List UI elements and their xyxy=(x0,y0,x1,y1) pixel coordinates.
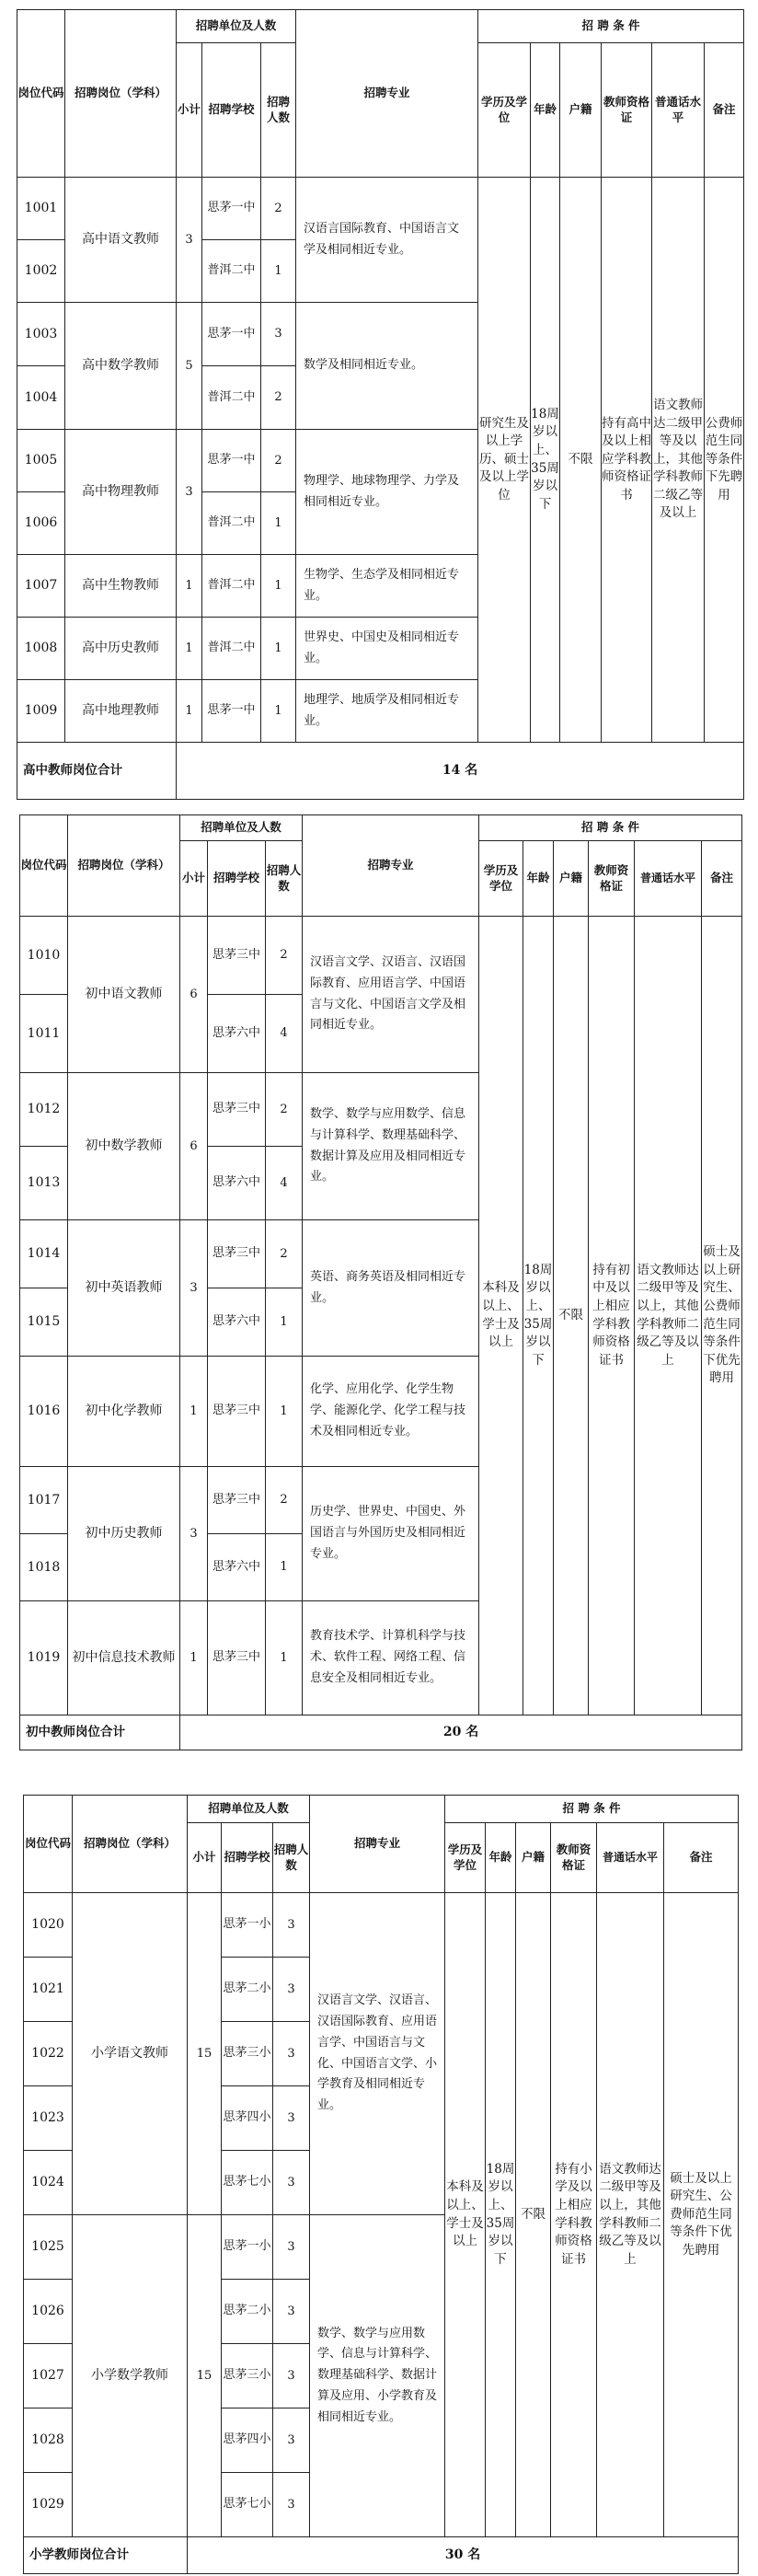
school-name: 思茅三中 xyxy=(208,917,266,995)
primary-school-table xyxy=(23,1795,739,2574)
position-code: 1002 xyxy=(17,240,65,303)
education-requirement: 研究生及以上学历、硕士及以上学位 xyxy=(478,178,531,743)
header-count: 招聘人数 xyxy=(266,841,303,917)
position-code: 1009 xyxy=(17,680,65,743)
position-code: 1012 xyxy=(20,1073,68,1147)
hire-count: 4 xyxy=(266,1147,303,1220)
header-education: 学历及学位 xyxy=(479,841,523,917)
hire-count: 1 xyxy=(266,1534,303,1601)
hire-count: 1 xyxy=(261,680,296,743)
position-subtotal: 1 xyxy=(180,1601,208,1715)
header-cert: 教师资格证 xyxy=(602,43,652,178)
position-code: 1022 xyxy=(24,2022,73,2086)
total-value: 20 名 xyxy=(180,1715,742,1750)
header-hukou: 户籍 xyxy=(516,1823,551,1893)
school-name: 思茅六中 xyxy=(208,1288,266,1357)
position-name: 高中地理教师 xyxy=(65,680,177,743)
position-name: 初中英语教师 xyxy=(68,1220,180,1357)
position-code: 1027 xyxy=(24,2344,73,2409)
hire-count: 2 xyxy=(261,366,296,430)
position-name: 初中历史教师 xyxy=(68,1467,180,1601)
position-code: 1019 xyxy=(20,1601,68,1715)
middle-school-table xyxy=(19,814,742,1750)
header-remark: 备注 xyxy=(705,43,744,178)
major-requirement: 汉语言文学、汉语言、汉语国际教育、应用语言学、中国语言与文化、中国语言文学及相同相近专业。 xyxy=(303,917,479,1073)
header-count: 招聘人数 xyxy=(261,43,296,178)
hire-count: 1 xyxy=(261,555,296,618)
hire-count: 3 xyxy=(273,2473,310,2537)
school-name: 思茅一小 xyxy=(222,1893,273,1958)
school-name: 思茅六中 xyxy=(208,1534,266,1601)
position-code: 1025 xyxy=(24,2215,73,2280)
school-name: 思茅三中 xyxy=(208,1357,266,1467)
certificate-requirement: 持有初中及以上相应学科教师资格证书 xyxy=(589,917,635,1715)
header-cert: 教师资格证 xyxy=(551,1823,597,1893)
hire-count: 3 xyxy=(273,1893,310,1958)
header-code: 岗位代码 xyxy=(20,815,68,917)
high-school-table xyxy=(17,9,744,800)
major-requirement: 数学、数学与应用数学、信息与计算科学、数理基础科学、数据计算及应用及相同相近专业。 xyxy=(303,1073,479,1220)
position-code: 1021 xyxy=(24,1958,73,2022)
major-requirement: 历史学、世界史、中国史、外国语言与外国历史及相同相近专业。 xyxy=(303,1467,479,1601)
header-remark: 备注 xyxy=(664,1823,739,1893)
header-education: 学历及学位 xyxy=(478,43,531,178)
header-code: 岗位代码 xyxy=(24,1796,73,1893)
position-subtotal: 1 xyxy=(177,680,202,743)
major-requirement: 数学及相同相近专业。 xyxy=(296,303,478,430)
hire-count: 2 xyxy=(261,430,296,492)
position-code: 1006 xyxy=(17,492,65,555)
header-conditions-group: 招 聘 条 件 xyxy=(478,10,744,43)
hire-count: 3 xyxy=(273,2151,310,2215)
position-subtotal: 6 xyxy=(180,1073,208,1220)
header-mandarin: 普通话水平 xyxy=(597,1823,664,1893)
header-remark: 备注 xyxy=(702,841,742,917)
header-cert: 教师资格证 xyxy=(589,841,635,917)
position-subtotal: 1 xyxy=(177,618,202,680)
remark: 公费师范生同等条件下先聘用 xyxy=(705,178,744,743)
hukou-requirement: 不限 xyxy=(516,1893,551,2537)
hire-count: 3 xyxy=(273,2215,310,2280)
school-name: 普洱二中 xyxy=(202,366,261,430)
major-requirement: 物理学、地球物理学、力学及相同相近专业。 xyxy=(296,430,478,555)
position-code: 1014 xyxy=(20,1220,68,1288)
age-requirement: 18周岁以上、35周岁以下 xyxy=(531,178,560,743)
school-name: 普洱二中 xyxy=(202,555,261,618)
position-code: 1007 xyxy=(17,555,65,618)
position-name: 高中物理教师 xyxy=(65,430,177,555)
school-name: 思茅一中 xyxy=(202,178,261,240)
header-conditions-group: 招 聘 条 件 xyxy=(445,1796,739,1823)
position-subtotal: 3 xyxy=(180,1220,208,1357)
major-requirement: 化学、应用化学、化学生物学、能源化学、化学工程与技术及相同相近专业。 xyxy=(303,1357,479,1467)
header-conditions-group: 招 聘 条 件 xyxy=(479,815,742,841)
position-name: 初中化学教师 xyxy=(68,1357,180,1467)
header-school: 招聘学校 xyxy=(202,43,261,178)
hire-count: 1 xyxy=(261,240,296,303)
position-subtotal: 1 xyxy=(180,1357,208,1467)
education-requirement: 本科及以上、学士及以上 xyxy=(479,917,523,1715)
school-name: 普洱二中 xyxy=(202,618,261,680)
hire-count: 3 xyxy=(273,2022,310,2086)
position-name: 初中信息技术教师 xyxy=(68,1601,180,1715)
hire-count: 3 xyxy=(273,2280,310,2344)
school-name: 思茅四小 xyxy=(222,2409,273,2473)
header-school: 招聘学校 xyxy=(208,841,266,917)
total-label: 高中教师岗位合计 xyxy=(17,743,177,800)
header-position: 招聘岗位（学科） xyxy=(68,815,180,917)
hire-count: 4 xyxy=(266,995,303,1073)
hire-count: 3 xyxy=(273,2344,310,2409)
school-name: 思茅二小 xyxy=(222,1958,273,2022)
header-school: 招聘学校 xyxy=(222,1823,273,1893)
hire-count: 3 xyxy=(273,2086,310,2151)
hire-count: 1 xyxy=(266,1288,303,1357)
education-requirement: 本科及以上、学士及以上 xyxy=(445,1893,486,2537)
age-requirement: 18周岁以上、35周岁以下 xyxy=(523,917,554,1715)
total-label: 初中教师岗位合计 xyxy=(20,1715,180,1750)
position-subtotal: 3 xyxy=(177,178,202,303)
remark: 硕士及以上研究生、公费师范生同等条件下优先聘用 xyxy=(702,917,742,1715)
header-position: 招聘岗位（学科） xyxy=(73,1796,188,1893)
position-name: 初中语文教师 xyxy=(68,917,180,1073)
position-subtotal: 6 xyxy=(180,917,208,1073)
position-name: 高中历史教师 xyxy=(65,618,177,680)
major-requirement: 生物学、生态学及相同相近专业。 xyxy=(296,555,478,618)
header-position: 招聘岗位（学科） xyxy=(65,10,177,178)
position-name: 高中语文教师 xyxy=(65,178,177,303)
header-major: 招聘专业 xyxy=(310,1796,445,1893)
total-value: 14 名 xyxy=(177,743,744,800)
header-hukou: 户籍 xyxy=(560,43,602,178)
school-name: 思茅一中 xyxy=(202,303,261,366)
school-name: 思茅七小 xyxy=(222,2473,273,2537)
school-name: 思茅六中 xyxy=(208,995,266,1073)
school-name: 思茅三中 xyxy=(208,1073,266,1147)
header-major: 招聘专业 xyxy=(303,815,479,917)
position-subtotal: 15 xyxy=(188,1893,222,2215)
major-requirement: 汉语言国际教育、中国语言文学及相同相近专业。 xyxy=(296,178,478,303)
position-subtotal: 3 xyxy=(180,1467,208,1601)
major-requirement: 汉语言文学、汉语言、汉语国际教育、应用语言学、中国语言与文化、中国语言文学、小学教育及相同相近专业。 xyxy=(310,1893,445,2215)
hire-count: 2 xyxy=(261,178,296,240)
mandarin-requirement: 语文教师达二级甲等及以上，其他学科教师二级乙等及以上 xyxy=(652,178,705,743)
school-name: 思茅三中 xyxy=(208,1467,266,1534)
position-subtotal: 1 xyxy=(177,555,202,618)
position-code: 1024 xyxy=(24,2151,73,2215)
hire-count: 3 xyxy=(273,1958,310,2022)
header-major: 招聘专业 xyxy=(296,10,478,178)
mandarin-requirement: 语文教师达二级甲等及以上，其他学科教师二级乙等及以上 xyxy=(635,917,702,1715)
major-requirement: 数学、数学与应用数学、信息与计算科学、数理基础科学、数据计算及应用、小学教育及相同相近专业。 xyxy=(310,2215,445,2537)
header-mandarin: 普通话水平 xyxy=(652,43,705,178)
position-name: 高中生物教师 xyxy=(65,555,177,618)
school-name: 思茅三小 xyxy=(222,2022,273,2086)
school-name: 思茅一中 xyxy=(202,430,261,492)
position-name: 小学数学教师 xyxy=(73,2215,188,2537)
header-units-group: 招聘单位及人数 xyxy=(188,1796,310,1823)
hire-count: 3 xyxy=(261,303,296,366)
school-name: 思茅一小 xyxy=(222,2215,273,2280)
mandarin-requirement: 语文教师达二级甲等及以上，其他学科教师二级乙等及以上 xyxy=(597,1893,664,2537)
position-code: 1011 xyxy=(20,995,68,1073)
header-age: 年龄 xyxy=(531,43,560,178)
hire-count: 2 xyxy=(266,1467,303,1534)
certificate-requirement: 持有高中及以上相应学科教师资格证书 xyxy=(602,178,652,743)
position-name: 初中数学教师 xyxy=(68,1073,180,1220)
hire-count: 1 xyxy=(261,492,296,555)
header-code: 岗位代码 xyxy=(17,10,65,178)
hukou-requirement: 不限 xyxy=(554,917,589,1715)
major-requirement: 地理学、地质学及相同相近专业。 xyxy=(296,680,478,743)
position-code: 1004 xyxy=(17,366,65,430)
position-code: 1016 xyxy=(20,1357,68,1467)
school-name: 普洱二中 xyxy=(202,240,261,303)
position-subtotal: 5 xyxy=(177,303,202,430)
position-code: 1028 xyxy=(24,2409,73,2473)
remark: 硕士及以上研究生、公费师范生同等条件下优先聘用 xyxy=(664,1893,739,2537)
header-hukou: 户籍 xyxy=(554,841,589,917)
position-code: 1005 xyxy=(17,430,65,492)
position-code: 1008 xyxy=(17,618,65,680)
position-code: 1003 xyxy=(17,303,65,366)
total-value: 30 名 xyxy=(188,2537,739,2574)
header-mandarin: 普通话水平 xyxy=(635,841,702,917)
position-name: 小学语文教师 xyxy=(73,1893,188,2215)
header-age: 年龄 xyxy=(523,841,554,917)
position-code: 1017 xyxy=(20,1467,68,1534)
hukou-requirement: 不限 xyxy=(560,178,602,743)
hire-count: 2 xyxy=(266,1073,303,1147)
position-subtotal: 15 xyxy=(188,2215,222,2537)
header-units-group: 招聘单位及人数 xyxy=(180,815,303,841)
school-name: 思茅六中 xyxy=(208,1147,266,1220)
header-age: 年龄 xyxy=(486,1823,516,1893)
header-subtotal: 小计 xyxy=(177,43,202,178)
age-requirement: 18周岁以上、35周岁以下 xyxy=(486,1893,516,2537)
position-code: 1013 xyxy=(20,1147,68,1220)
position-code: 1010 xyxy=(20,917,68,995)
major-requirement: 世界史、中国史及相同相近专业。 xyxy=(296,618,478,680)
certificate-requirement: 持有小学及以上相应学科教师资格证书 xyxy=(551,1893,597,2537)
position-code: 1020 xyxy=(24,1893,73,1958)
position-code: 1023 xyxy=(24,2086,73,2151)
hire-count: 2 xyxy=(266,917,303,995)
position-code: 1001 xyxy=(17,178,65,240)
hire-count: 1 xyxy=(266,1601,303,1715)
header-units-group: 招聘单位及人数 xyxy=(177,10,296,43)
header-count: 招聘人数 xyxy=(273,1823,310,1893)
school-name: 普洱二中 xyxy=(202,492,261,555)
position-code: 1018 xyxy=(20,1534,68,1601)
school-name: 思茅二小 xyxy=(222,2280,273,2344)
header-education: 学历及学位 xyxy=(445,1823,486,1893)
hire-count: 1 xyxy=(266,1357,303,1467)
position-code: 1015 xyxy=(20,1288,68,1357)
hire-count: 2 xyxy=(266,1220,303,1288)
school-name: 思茅一中 xyxy=(202,680,261,743)
header-subtotal: 小计 xyxy=(188,1823,222,1893)
position-name: 高中数学教师 xyxy=(65,303,177,430)
hire-count: 3 xyxy=(273,2409,310,2473)
school-name: 思茅七小 xyxy=(222,2151,273,2215)
hire-count: 1 xyxy=(261,618,296,680)
school-name: 思茅三中 xyxy=(208,1601,266,1715)
school-name: 思茅三中 xyxy=(208,1220,266,1288)
position-subtotal: 3 xyxy=(177,430,202,555)
position-code: 1029 xyxy=(24,2473,73,2537)
total-label: 小学教师岗位合计 xyxy=(24,2537,188,2574)
position-code: 1026 xyxy=(24,2280,73,2344)
major-requirement: 教育技术学、计算机科学与技术、软件工程、网络工程、信息安全及相同相近专业。 xyxy=(303,1601,479,1715)
school-name: 思茅三小 xyxy=(222,2344,273,2409)
header-subtotal: 小计 xyxy=(180,841,208,917)
major-requirement: 英语、商务英语及相同相近专业。 xyxy=(303,1220,479,1357)
school-name: 思茅四小 xyxy=(222,2086,273,2151)
